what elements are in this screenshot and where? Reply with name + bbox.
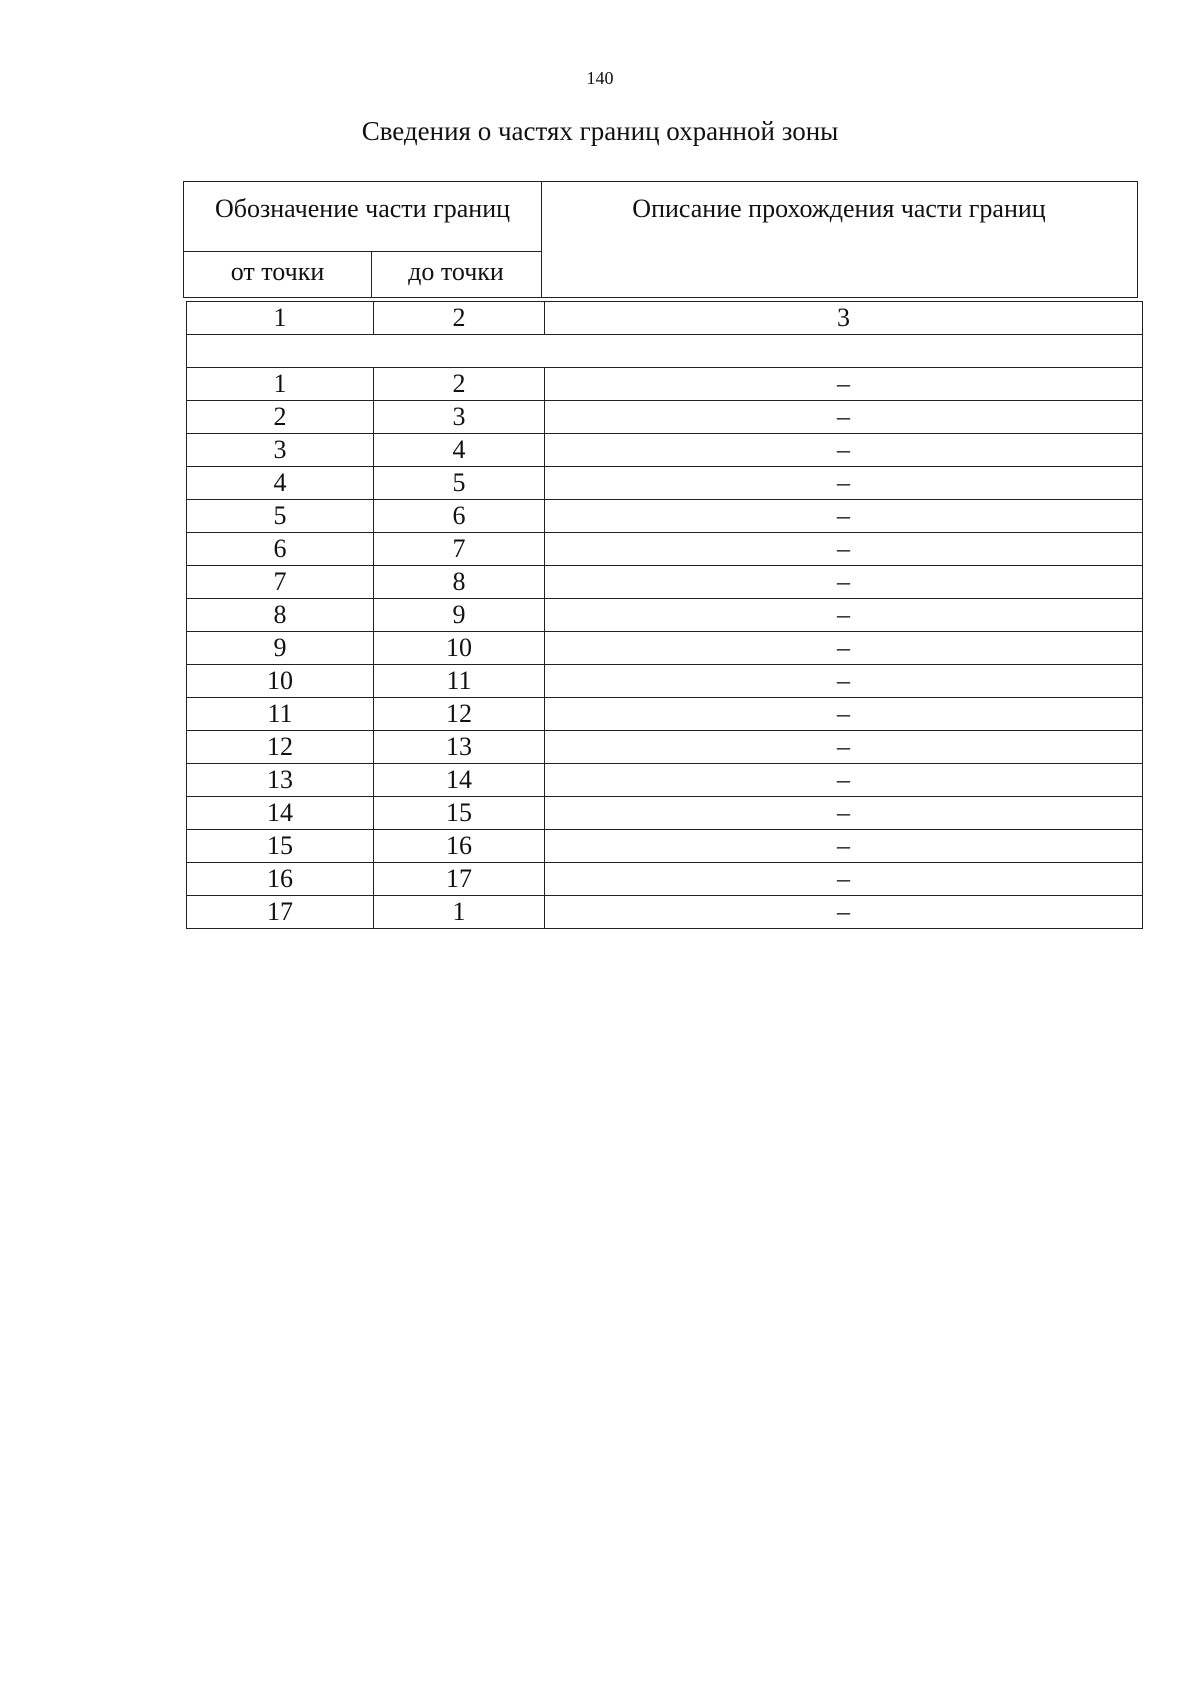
to-point-cell: 17: [374, 863, 545, 896]
table-row: [187, 698, 1143, 731]
table-row: [187, 401, 1143, 434]
table-row: [187, 731, 1143, 764]
to-point-cell: 7: [374, 533, 545, 566]
header-to-label: до точки: [408, 257, 504, 286]
header-description-label: Описание прохождения части границ: [632, 194, 1046, 223]
table-row: [187, 665, 1143, 698]
from-point-cell: 17: [187, 896, 374, 929]
from-point-cell: 15: [187, 830, 374, 863]
table-row: [187, 830, 1143, 863]
empty-cell: [187, 335, 1143, 368]
description-cell: –: [545, 830, 1143, 863]
boundary-table: [186, 301, 1143, 929]
document-title: Сведения о частях границ охранной зоны: [361, 116, 839, 146]
description-cell: –: [545, 863, 1143, 896]
description-cell: –: [545, 665, 1143, 698]
to-point-cell: 10: [374, 632, 545, 665]
from-point-cell: 9: [187, 632, 374, 665]
table-row: [187, 896, 1143, 929]
description-cell: –: [545, 401, 1143, 434]
from-point-cell: 10: [187, 665, 374, 698]
from-point-cell: 14: [187, 797, 374, 830]
table-header: [183, 181, 1138, 298]
description-cell: –: [545, 896, 1143, 929]
to-point-cell: 15: [374, 797, 545, 830]
description-cell: –: [545, 632, 1143, 665]
column-number-row: [187, 302, 1143, 335]
description-cell: –: [545, 500, 1143, 533]
description-cell: –: [545, 368, 1143, 401]
to-point-cell: 14: [374, 764, 545, 797]
header-from-label: от точки: [230, 257, 325, 286]
from-point-cell: 2: [187, 401, 374, 434]
description-cell: –: [545, 698, 1143, 731]
description-cell: –: [545, 764, 1143, 797]
description-cell: –: [545, 731, 1143, 764]
table-row: [187, 632, 1143, 665]
to-point-cell: 1: [374, 896, 545, 929]
from-point-cell: 6: [187, 533, 374, 566]
to-point-cell: 16: [374, 830, 545, 863]
description-cell: –: [545, 467, 1143, 500]
to-point-cell: 6: [374, 500, 545, 533]
table-row: [187, 533, 1143, 566]
to-point-cell: 5: [374, 467, 545, 500]
table-row: [187, 797, 1143, 830]
from-point-cell: 3: [187, 434, 374, 467]
header-divider: [184, 251, 541, 252]
to-point-cell: 3: [374, 401, 545, 434]
header-group-label: Обозначение части границ: [214, 194, 511, 223]
from-point-cell: 12: [187, 731, 374, 764]
from-point-cell: 8: [187, 599, 374, 632]
to-point-cell: 9: [374, 599, 545, 632]
from-point-cell: 16: [187, 863, 374, 896]
from-point-cell: 7: [187, 566, 374, 599]
to-point-cell: 4: [374, 434, 545, 467]
page-number: 140: [586, 68, 614, 88]
column-number: 1: [187, 302, 374, 335]
table-row: [187, 863, 1143, 896]
to-point-cell: 2: [374, 368, 545, 401]
to-point-cell: 11: [374, 665, 545, 698]
table-row: [187, 500, 1143, 533]
from-point-cell: 11: [187, 698, 374, 731]
table-row: [187, 599, 1143, 632]
to-point-cell: 13: [374, 731, 545, 764]
description-cell: –: [545, 566, 1143, 599]
table-row: [187, 566, 1143, 599]
from-point-cell: 5: [187, 500, 374, 533]
to-point-cell: 12: [374, 698, 545, 731]
from-point-cell: 13: [187, 764, 374, 797]
table-row: [187, 434, 1143, 467]
description-cell: –: [545, 434, 1143, 467]
column-number: 3: [545, 302, 1143, 335]
from-point-cell: 4: [187, 467, 374, 500]
empty-row: [187, 335, 1143, 368]
description-cell: –: [545, 533, 1143, 566]
table-row: [187, 764, 1143, 797]
column-number: 2: [374, 302, 545, 335]
description-cell: –: [545, 797, 1143, 830]
table-row: [187, 467, 1143, 500]
to-point-cell: 8: [374, 566, 545, 599]
table-row: [187, 368, 1143, 401]
description-cell: –: [545, 599, 1143, 632]
from-point-cell: 1: [187, 368, 374, 401]
